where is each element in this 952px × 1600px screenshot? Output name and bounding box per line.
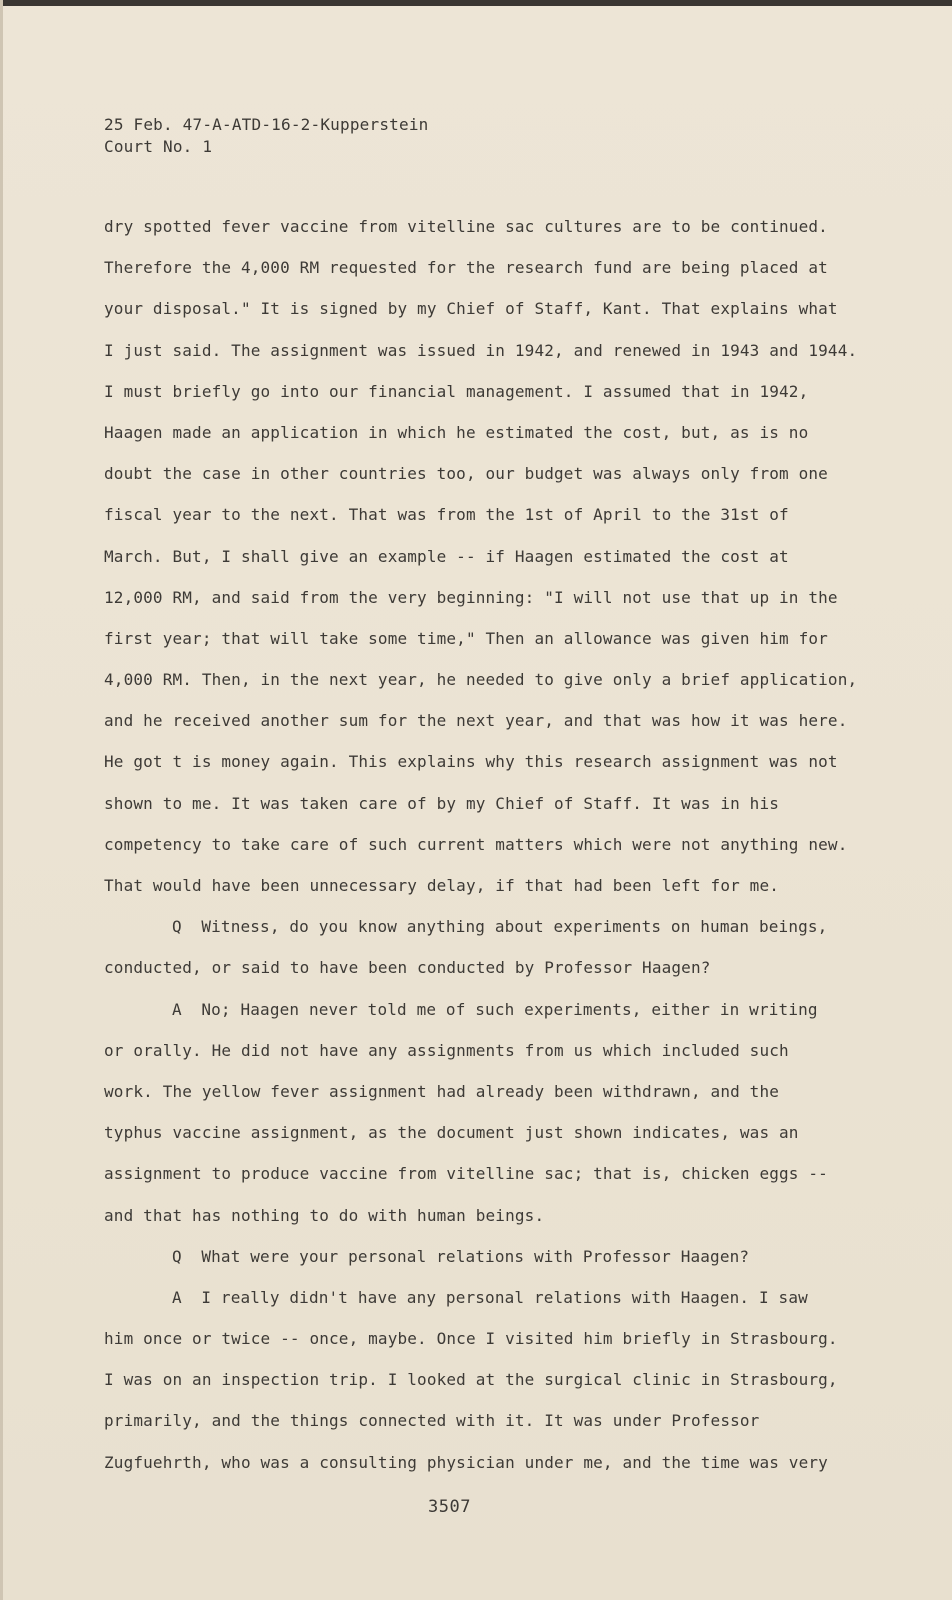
transcript-line: A No; Haagen never told me of such experiments, either in writing	[172, 999, 818, 1019]
transcript-line: Q Witness, do you know anything about experiments on human beings,	[172, 917, 828, 937]
transcript-line: or orally. He did not have any assignments from us which included such	[104, 1040, 789, 1060]
transcript-line: Zugfuehrth, who was a consulting physician under me, and the time was very	[104, 1452, 828, 1472]
page-number: 3507	[428, 1497, 471, 1517]
transcript-line: your disposal." It is signed by my Chief of Staff, Kant. That explains what	[104, 299, 838, 319]
transcript-line: dry spotted fever vaccine from vitelline sac cultures are to be continued.	[104, 217, 828, 236]
transcript-line: 12,000 RM, and said from the very beginning: "I will not use that up in the	[104, 587, 838, 607]
transcript-body	[104, 216, 904, 1493]
page-top-edge	[0, 0, 952, 6]
transcript-line: first year; that will take some time," Then an allowance was given him for	[104, 628, 828, 648]
transcript-line: A I really didn't have any personal relations with Haagen. I saw	[172, 1287, 808, 1307]
transcript-line: and that has nothing to do with human beings.	[104, 1205, 545, 1225]
page-left-edge	[0, 0, 3, 1600]
transcript-line: work. The yellow fever assignment had already been withdrawn, and the	[104, 1081, 780, 1101]
header-reference-line: 25 Feb. 47-A-ATD-16-2-Kupperstein	[104, 115, 429, 134]
transcript-line: competency to take care of such current matters which were not anything new.	[104, 834, 848, 854]
transcript-line: Therefore the 4,000 RM requested for the research fund are being placed at	[104, 258, 828, 278]
transcript-line: He got t is money again. This explains why this research assignment was not	[104, 752, 838, 772]
transcript-line: March. But, I shall give an example -- if Haagen estimated the cost at	[104, 546, 789, 566]
transcript-line: Q What were your personal relations with Professor Haagen?	[172, 1246, 750, 1266]
transcript-line: I just said. The assignment was issued in 1942, and renewed in 1943 and 1944.	[104, 340, 858, 360]
document-header	[104, 114, 428, 158]
transcript-line: I was on an inspection trip. I looked at the surgical clinic in Strasbourg,	[104, 1370, 838, 1390]
transcript-line: Haagen made an application in which he estimated the cost, but, as is no	[104, 422, 809, 442]
transcript-line: fiscal year to the next. That was from the 1st of April to the 31st of	[104, 505, 789, 525]
transcript-line: shown to me. It was taken care of by my Chief of Staff. It was in his	[104, 793, 780, 813]
transcript-line: I must briefly go into our financial management. I assumed that in 1942,	[104, 381, 809, 401]
transcript-line: typhus vaccine assignment, as the document just shown indicates, was an	[104, 1123, 799, 1143]
transcript-line: and he received another sum for the next year, and that was how it was here.	[104, 711, 848, 731]
transcript-line: doubt the case in other countries too, our budget was always only from one	[104, 464, 828, 484]
transcript-line: assignment to produce vaccine from vitelline sac; that is, chicken eggs --	[104, 1164, 828, 1184]
transcript-line: him once or twice -- once, maybe. Once I visited him briefly in Strasbourg.	[104, 1329, 838, 1349]
transcript-line: 4,000 RM. Then, in the next year, he needed to give only a brief application,	[104, 670, 858, 690]
header-court-line: Court No. 1	[104, 137, 213, 156]
transcript-line: conducted, or said to have been conducted by Professor Haagen?	[104, 958, 711, 978]
transcript-line: That would have been unnecessary delay, if that had been left for me.	[104, 876, 780, 895]
transcript-line: primarily, and the things connected with it. It was under Professor	[104, 1411, 760, 1431]
